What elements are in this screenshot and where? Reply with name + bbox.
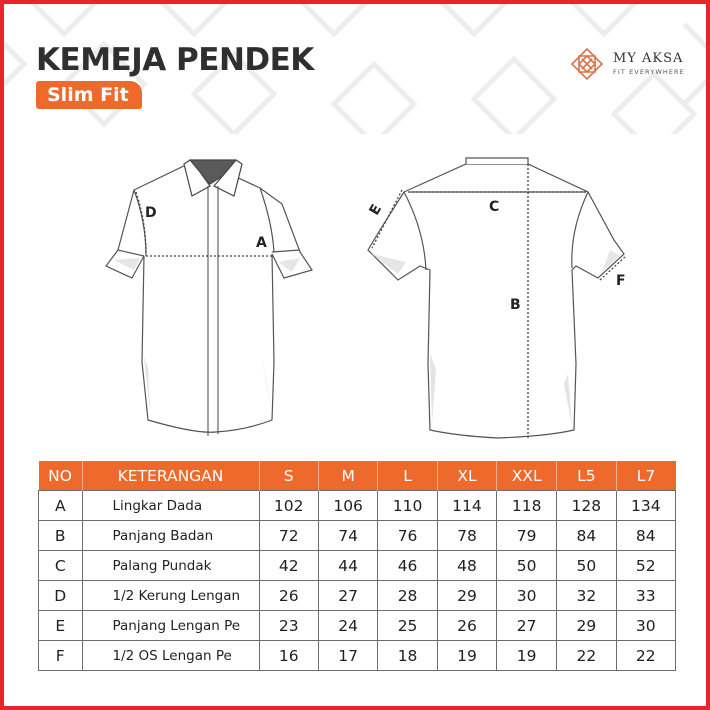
size-value: 17	[318, 641, 377, 671]
size-value: 52	[616, 551, 675, 581]
column-header: L5	[557, 461, 616, 491]
size-value: 79	[497, 521, 557, 551]
size-value: 134	[616, 491, 675, 521]
size-value: 26	[259, 581, 318, 611]
size-value: 30	[616, 611, 675, 641]
row-description: Palang Pundak	[82, 551, 259, 581]
fit-badge: Slim Fit	[36, 81, 142, 109]
size-value: 22	[616, 641, 675, 671]
size-value: 76	[378, 521, 437, 551]
size-value: 32	[557, 581, 616, 611]
table-header-row	[39, 461, 676, 491]
row-code: D	[39, 581, 83, 611]
column-header: M	[318, 461, 377, 491]
size-value: 48	[437, 551, 496, 581]
column-header: L	[378, 461, 437, 491]
size-value: 29	[557, 611, 616, 641]
size-value: 19	[497, 641, 557, 671]
column-header: L7	[616, 461, 675, 491]
size-value: 74	[318, 521, 377, 551]
shirt-front-illustration	[86, 152, 342, 442]
column-header: XXL	[497, 461, 557, 491]
size-value: 42	[259, 551, 318, 581]
table-row	[39, 551, 676, 581]
size-value: 29	[437, 581, 496, 611]
row-code: C	[39, 551, 83, 581]
row-description: 1/2 OS Lengan Pe	[82, 641, 259, 671]
size-value: 28	[378, 581, 437, 611]
size-value: 110	[378, 491, 437, 521]
row-code: B	[39, 521, 83, 551]
row-description: Lingkar Dada	[82, 491, 259, 521]
size-value: 18	[378, 641, 437, 671]
column-header: KETERANGAN	[82, 461, 259, 491]
size-value: 118	[497, 491, 557, 521]
size-value: 33	[616, 581, 675, 611]
size-value: 72	[259, 521, 318, 551]
table-row	[39, 581, 676, 611]
dimension-label-b: B	[510, 297, 521, 313]
size-value: 23	[259, 611, 318, 641]
column-header: XL	[437, 461, 496, 491]
dimension-label-e: E	[366, 201, 386, 219]
size-value: 16	[259, 641, 318, 671]
row-description: 1/2 Kerung Lengan	[82, 581, 259, 611]
size-value: 128	[557, 491, 616, 521]
size-value: 22	[557, 641, 616, 671]
size-value: 84	[557, 521, 616, 551]
size-value: 106	[318, 491, 377, 521]
size-value: 84	[616, 521, 675, 551]
column-header: S	[259, 461, 318, 491]
table-row	[39, 521, 676, 551]
size-value: 30	[497, 581, 557, 611]
size-value: 46	[378, 551, 437, 581]
size-value: 24	[318, 611, 377, 641]
brand-logo	[570, 47, 685, 83]
size-value: 27	[318, 581, 377, 611]
size-value: 26	[437, 611, 496, 641]
column-header: NO	[39, 461, 83, 491]
row-description: Panjang Lengan Pe	[82, 611, 259, 641]
size-value: 19	[437, 641, 496, 671]
shirt-back-illustration	[358, 154, 648, 444]
size-value: 27	[497, 611, 557, 641]
size-value: 50	[557, 551, 616, 581]
size-value: 114	[437, 491, 496, 521]
row-code: A	[39, 491, 83, 521]
dimension-label-f: F	[616, 273, 626, 289]
row-description: Panjang Badan	[82, 521, 259, 551]
brand-tagline: FIT EVERYWHERE	[613, 68, 685, 76]
row-code: F	[39, 641, 83, 671]
geometric-knot-icon	[570, 47, 604, 81]
table-row	[39, 641, 676, 671]
table-row	[39, 611, 676, 641]
dimension-label-c: C	[489, 199, 500, 215]
size-value: 78	[437, 521, 496, 551]
size-value: 25	[378, 611, 437, 641]
table-row	[39, 491, 676, 521]
size-value: 50	[497, 551, 557, 581]
size-value: 44	[318, 551, 377, 581]
brand-name: MY AKSA	[613, 51, 684, 66]
product-title: KEMEJA PENDEK	[36, 42, 314, 78]
size-table	[38, 461, 676, 671]
dimension-label-a: A	[256, 235, 267, 251]
row-code: E	[39, 611, 83, 641]
dimension-label-d: D	[145, 205, 157, 221]
size-value: 102	[259, 491, 318, 521]
